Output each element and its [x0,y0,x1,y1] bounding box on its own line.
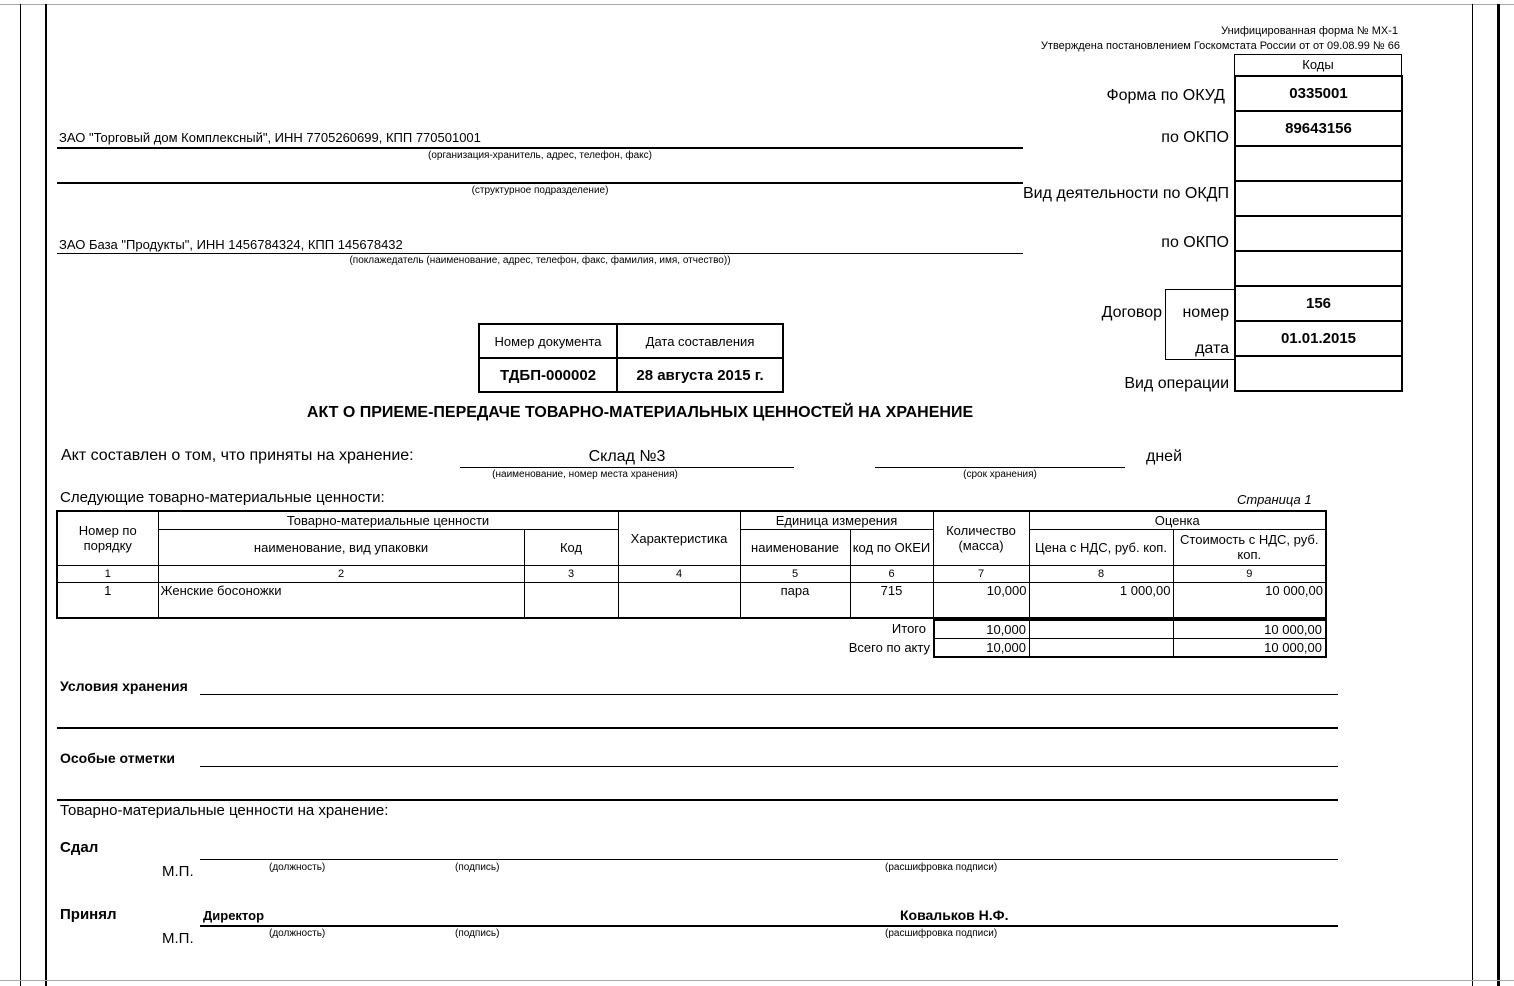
okdp-label: Вид деятельности по ОКДП [1022,185,1229,202]
okpo2-label: по ОКПО [1161,234,1229,251]
handed-position-caption: (должность) [269,862,326,873]
top-border [0,4,1514,5]
row-unit: пара [740,582,850,618]
row-qty: 10,000 [933,582,1029,618]
col-number-3: 3 [524,565,618,582]
col-okei-header: код по ОКЕИ [850,529,933,565]
depositor-org: ЗАО База "Продукты", ИНН 1456784324, КПП 145678432 [59,237,403,252]
handed-decode-caption: (расшифровка подписи) [885,862,998,873]
col-number-1: 1 [57,565,158,582]
contract-number-value: 156 [1235,286,1402,321]
col-number-5: 5 [740,565,850,582]
following-goods: Следующие товарно-материальные ценности: [60,489,385,506]
approved-label: Утверждена постановлением Госкомстата России от от 09.08.99 № 66 [1040,40,1400,52]
special-marks-label: Особые отметки [60,750,175,766]
col-number-7: 7 [933,565,1029,582]
row-price: 1 000,00 [1029,582,1173,618]
okpo-label: по ОКПО [1161,129,1229,146]
goods-storage-label: Товарно-материальные ценности на хранение: [60,802,389,819]
codes-header: Коды [1234,54,1402,75]
col-qty-header: Количество (масса) [933,511,1029,565]
days-label: дней [1146,448,1183,465]
handed-label: Сдал [60,839,99,856]
right-frame-outer [1497,4,1500,986]
col-price-header: Цена с НДС, руб. коп. [1029,529,1173,565]
accepted-mp: М.П. [162,930,194,947]
handed-line [200,859,1338,860]
row-char [618,582,740,618]
col-eval-header: Оценка [1029,511,1326,529]
keeper-line [57,147,1023,149]
grand-total-label: Всего по акту [848,640,930,655]
col-name-header: наименование, вид упаковки [158,529,524,565]
special-marks-line-2 [57,799,1338,801]
storage-place: Склад №3 [588,448,666,465]
total-price [1030,620,1174,639]
col-num-header: Номер по порядку [57,511,158,565]
storage-conditions-line [200,694,1338,695]
storage-conditions-line-2 [57,727,1338,729]
okud-value: 0335001 [1235,76,1402,111]
col-unit-name-header: наименование [740,529,850,565]
okud-label: Форма по ОКУД [1106,87,1225,104]
term-line [875,467,1125,468]
bottom-border [0,980,1514,981]
goods-table [56,510,1327,619]
left-frame-outer [20,4,21,986]
accepted-decode-caption: (расшифровка подписи) [885,928,998,939]
depositor-line [57,253,1023,254]
accepted-label: Принял [60,906,117,923]
doc-number-header: Номер документа [479,324,617,358]
division-line [57,182,1023,184]
col-unit-header: Единица измерения [740,511,933,529]
contract-label: Договор [1101,304,1162,321]
col-number-4: 4 [618,565,740,582]
page-number: Страница 1 [1237,492,1312,507]
col-number-2: 2 [158,565,524,582]
division-caption: (структурное подразделение) [471,185,609,196]
document-title: АКТ О ПРИЕМЕ-ПЕРЕДАЧЕ ТОВАРНО-МАТЕРИАЛЬНЫХ ЦЕННОСТЕЙ НА ХРАНЕНИЕ [306,404,974,421]
grand-total-qty: 10,000 [934,639,1030,658]
keeper-org: ЗАО "Торговый дом Комплексный", ИНН 7705260699, КПП 770501001 [59,130,481,145]
empty-code-1 [1235,146,1402,181]
col-goods-header: Товарно-материальные ценности [158,511,618,529]
special-marks-line [200,766,1338,767]
okpo2-value [1235,216,1402,251]
okpo-value: 89643156 [1235,111,1402,146]
accepted-name: Ковальков Н.Ф. [900,907,1009,923]
place-line [460,467,794,468]
handed-mp: М.П. [162,863,194,880]
col-code-header: Код [524,529,618,565]
col-char-header: Характеристика [618,511,740,565]
act-intro: Акт составлен о том, что приняты на хранение: [61,447,414,464]
doc-number: ТДБП-000002 [479,358,617,392]
empty-code-2 [1235,251,1402,286]
storage-conditions-label: Условия хранения [60,678,188,694]
total-label: Итого [891,621,926,636]
table-row [57,582,1326,618]
accepted-position-caption: (должность) [269,928,326,939]
accepted-position: Директор [203,908,265,923]
grand-total-cost: 10 000,00 [1174,639,1327,658]
right-frame-line [1472,4,1473,986]
total-qty: 10,000 [934,620,1030,639]
okdp-value [1235,181,1402,216]
doc-date: 28 августа 2015 г. [617,358,783,392]
accepted-line [200,925,1338,927]
col-cost-header: Стоимость с НДС, руб. коп. [1173,529,1326,565]
row-cost: 10 000,00 [1173,582,1326,618]
depositor-caption: (поклажедатель (наименование, адрес, телефон, факс, фамилия, имя, отчество)) [349,255,731,266]
operation-value [1235,356,1402,391]
accepted-signature-caption: (подпись) [455,928,500,939]
contract-date-value: 01.01.2015 [1235,321,1402,356]
row-num: 1 [57,582,158,618]
unified-form-label: Унифицированная форма № МХ-1 [1221,25,1398,37]
totals-table [933,619,1327,658]
col-number-8: 8 [1029,565,1173,582]
grand-total-price [1030,639,1174,658]
codes-table [1234,75,1403,392]
contract-number-label: номер [1182,304,1229,321]
codes-box [1234,54,1403,392]
operation-label: Вид операции [1124,375,1229,392]
contract-date-label: дата [1195,340,1229,357]
row-code [524,582,618,618]
keeper-caption: (организация-хранитель, адрес, телефон, факс) [428,150,652,161]
document-info-table [478,323,784,393]
col-number-9: 9 [1173,565,1326,582]
doc-date-header: Дата составления [617,324,783,358]
term-caption: (срок хранения) [963,469,1037,480]
place-caption: (наименование, номер места хранения) [492,469,678,480]
total-cost: 10 000,00 [1174,620,1327,639]
left-frame-line [45,4,47,986]
row-okei: 715 [850,582,933,618]
handed-signature-caption: (подпись) [455,862,500,873]
col-number-6: 6 [850,565,933,582]
row-name: Женские босоножки [158,582,524,618]
